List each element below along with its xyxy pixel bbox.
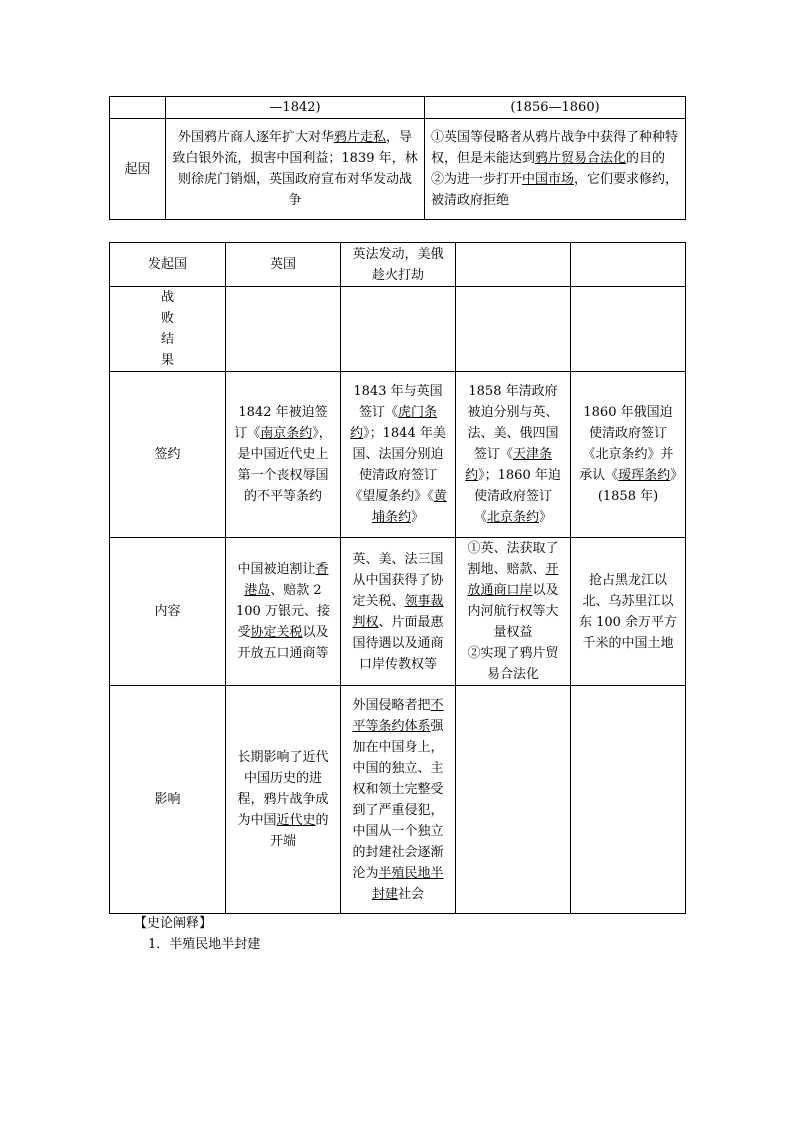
- table-row: [110, 243, 686, 287]
- text-segment: 外国鸦片商人逐年扩大对华: [177, 130, 334, 145]
- top-comparison-table: [109, 96, 686, 220]
- answer-blank: 北京条约: [486, 510, 539, 525]
- content-russia: 抢占黑龙江以北、乌苏里江以东 100 余万平方千米的中国土地: [571, 538, 686, 686]
- table-cell: [341, 287, 456, 372]
- text-segment: 的开端: [269, 813, 329, 849]
- text-segment: 社会: [398, 886, 425, 902]
- table-row: [110, 119, 686, 220]
- answer-blank: 协定关税: [250, 625, 303, 640]
- row-label-content: 内容: [110, 538, 226, 686]
- impact-treaty-system: [341, 686, 456, 914]
- text-segment: 》(1858 年): [597, 468, 677, 504]
- table-cell: (1856—1860): [425, 97, 686, 119]
- cause-first-war: [166, 119, 425, 220]
- table-cell: [456, 686, 571, 914]
- header-initiator: 发起国: [110, 243, 226, 287]
- text-segment: 强加在中国身上，中国的独立、主权和领土完整受到了严重侵犯，中国从一个独立的封建社会逐渐沦为: [352, 718, 444, 881]
- answer-blank: 鸦片贸易合法化: [535, 151, 627, 166]
- main-comparison-table: [109, 242, 686, 914]
- table-row: [110, 287, 686, 372]
- header-anglo-french: 英法发动，美俄趁火打劫: [341, 243, 456, 287]
- answer-blank: 领事裁判权: [352, 593, 444, 630]
- text-segment: 1843 年与英国签订《: [353, 384, 443, 420]
- table-row: [110, 538, 686, 686]
- row-label-cause: 起因: [110, 119, 166, 220]
- treaty-1843: [341, 372, 456, 538]
- table-row: [110, 97, 686, 119]
- table-cell: [571, 287, 686, 372]
- table-row: [110, 686, 686, 914]
- text-segment: 》；1860 年迫使清政府签订《: [473, 468, 561, 525]
- answer-blank: 瑷珲条约: [618, 468, 671, 483]
- answer-blank: 南京条约: [260, 426, 313, 441]
- answer-blank: 中国市场: [522, 172, 575, 187]
- content-anglo-french: [456, 538, 571, 686]
- text-segment: 以及内河航行权等大量权益: [467, 583, 559, 640]
- text-segment: 以及开放五口通商等: [237, 625, 329, 661]
- text-segment: 、赔款 2 100 万银元、接受: [236, 583, 330, 640]
- list-item: 1．半殖民地半封建: [148, 937, 261, 952]
- answer-blank: 黄埔条约: [371, 489, 447, 525]
- impact-britain: [226, 686, 341, 914]
- table-cell: —1842): [166, 97, 425, 119]
- treaty-1860-russia: [571, 372, 686, 538]
- answer-blank: 天津条约: [465, 447, 553, 483]
- row-label-treaty: 签约: [110, 372, 226, 538]
- text-segment: 》，是中国近代史上第一个丧权辱国的不平等条约: [237, 426, 332, 504]
- text-segment: 》: [411, 510, 425, 525]
- content-three-powers: [341, 538, 456, 686]
- answer-blank: 不平等条约体系: [352, 697, 444, 734]
- text-segment: 》: [539, 510, 553, 525]
- text-segment: 的目的: [626, 151, 666, 166]
- answer-blank: 半殖民地半封建: [371, 865, 444, 902]
- text-segment: ①英国等侵略者从鸦片战争中获得了种种特权，但是未能达到: [431, 130, 679, 166]
- text-segment: 中国被迫割让: [237, 562, 316, 577]
- row-label-impact: 影响: [110, 686, 226, 914]
- table-row: [110, 372, 686, 538]
- text-segment: 、片面最惠国待遇以及通商口岸传教权等: [352, 614, 444, 672]
- text-segment: ，它们要求修约，被清政府拒绝: [431, 172, 679, 208]
- text-segment: ①英、法获取了割地、赔款、: [467, 541, 559, 577]
- cause-second-war: [425, 119, 686, 220]
- text-segment: 英、美、法三国从中国获得了协定关税、: [352, 551, 444, 609]
- row-label-defeat: [110, 287, 226, 372]
- treaty-1858: [456, 372, 571, 538]
- text-segment: ②为进一步打开: [431, 172, 523, 187]
- text-segment: 1858 年清政府被迫分别与英、法、美、俄四国签订《: [467, 384, 559, 462]
- table-cell: [110, 97, 166, 119]
- text-segment: 》；1844 年美国、法国分别迫使清政府签订《望厦条约》《: [349, 426, 446, 504]
- header-empty: [571, 243, 686, 287]
- answer-blank: 近代史: [276, 813, 316, 828]
- header-empty: [456, 243, 571, 287]
- text-segment: 1860 年俄国迫使清政府签订《北京条约》并承认《: [579, 405, 674, 483]
- answer-blank: 鸦片走私: [333, 130, 386, 145]
- text-segment: ②实现了鸦片贸易合法化: [467, 646, 559, 682]
- answer-blank: 虎门条约: [350, 405, 438, 441]
- table-cell: [456, 287, 571, 372]
- answer-blank: 开放通商口岸: [467, 562, 559, 598]
- section-heading: 【史论阐释】: [134, 916, 213, 931]
- text-segment: 1842 年被迫签订《: [234, 405, 328, 441]
- vertical-label: 战败结果: [161, 290, 175, 368]
- content-britain: [226, 538, 341, 686]
- text-segment: 长期影响了近代中国历史的进程，鸦片战争成为中国: [237, 750, 329, 828]
- text-segment: 外国侵略者把: [352, 697, 431, 713]
- answer-blank: 香港岛: [244, 562, 329, 598]
- header-britain: 英国: [226, 243, 341, 287]
- text-segment: ，导致白银外流，损害中国利益；1839 年，林则徐虎门销烟，英国政府宣布对华发动战争: [172, 130, 418, 208]
- table-cell: [571, 686, 686, 914]
- treaty-britain: [226, 372, 341, 538]
- table-cell: [226, 287, 341, 372]
